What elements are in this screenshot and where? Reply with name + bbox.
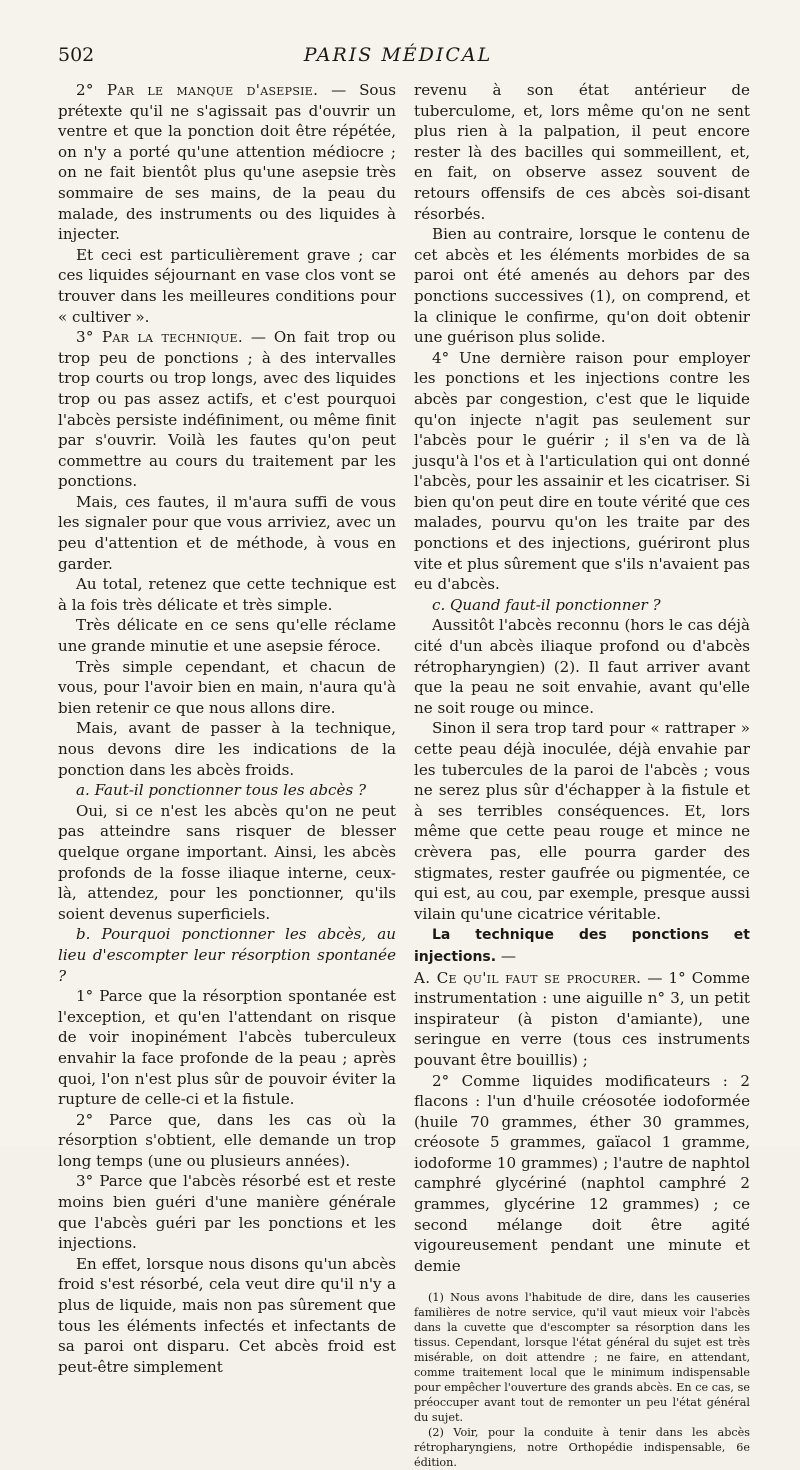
paragraph — [58, 801, 396, 925]
paragraph-text: Au total, retenez que cette technique est à la fois très délicate et très simple. — [58, 575, 396, 614]
paragraph-text: a. Faut-il ponctionner tous les abcès ? — [76, 781, 367, 800]
paragraph-text: c. Quand faut-il ponctionner ? — [432, 595, 661, 614]
right-column-paragraphs — [414, 80, 750, 1276]
section-heading: La technique des ponctions et injections. — [414, 927, 750, 965]
left-column — [58, 80, 396, 1377]
paragraph-text: revenu à son état antérieur de tuberculome, et, lors même qu'on ne sent plus rien à la palpation, il peut encore rester là des bacilles qui sommeillent, et, en fait, on observe assez souvent de retours offensifs de ces abcès soi-disant résorbés. — [414, 81, 750, 223]
paragraph-text: Mais, ces fautes, il m'aura suffi de vous les signaler pour que vous arriviez, avec un peu d'attention et de méthode, à vous en garder. — [58, 492, 396, 573]
paragraph-text: Bien au contraire, lorsque le contenu de cet abcès et les éléments morbides de sa paroi ont été amenés au dehors par des ponctions successives (1), on comprend, et la clinique le confirme, qu'on doit obtenir une guérison plus solide. — [414, 225, 750, 347]
paragraph — [58, 1254, 396, 1378]
paragraph — [58, 924, 396, 986]
paragraph-text: En effet, lorsque nous disons qu'un abcès froid s'est résorbé, cela veut dire qu'il n'y a plus de liquide, mais non pas sûrement que tous les éléments infectés et infectants de sa paroi ont disparu. Cet abcès froid est peut-être simplement — [58, 1254, 396, 1376]
paragraph — [58, 657, 396, 719]
paragraph — [58, 780, 396, 801]
paragraph — [414, 348, 750, 595]
paragraph — [414, 224, 750, 348]
paragraph — [414, 1071, 750, 1277]
paragraph — [414, 968, 750, 1071]
paragraph-text: — 1° Comme instrumentation : une aiguille n° 3, un petit inspirateur (à piston d'amiante), une seringue en verre (tous ces instruments pouvant être bouillis) ; — [414, 968, 750, 1069]
paragraph-text: 1° Parce que la résorption spontanée est l'exception, et qu'en l'attendant on risque de voir inopinément l'abcès tuberculeux envahir la face profonde de la peau ; après quoi, l'on n'est plus sûr de pouvoir éviter la rupture de celle-ci et la fistule. — [58, 987, 396, 1109]
page-number: 502 — [58, 44, 95, 66]
paragraph-text: Aussitôt l'abcès reconnu (hors le cas déjà cité d'un abcès iliaque profond ou d'abcès rétropharyngien) (2). Il faut arriver avant que la peau ne soit envahie, avant qu'elle ne soit rouge ou mince. — [414, 616, 750, 717]
paragraph-text: Sinon il sera trop tard pour « rattraper » cette peau déjà inoculée, déjà envahie par les tubercules de la paroi de l'abcès ; vous ne serez plus sûr d'échapper à la fistule et à ses terribles conséquences. Et, lors même que cette peau rouge et mince ne crèvera pas, elle pourra garder des stigmates, rester gaufrée ou pigmentée, ce qui est, au cou, par exemple, presque aussi vilain qu'une cicatrice véritable. — [414, 719, 750, 923]
paragraph-text: — On fait trop ou trop peu de ponctions ; à des intervalles trop courts ou trop longs, avec des liquides trop ou pas assez actifs, et c'est pourquoi l'abcès persiste indéfiniment, ou même finit par s'ouvrir. Voilà les fautes qu'on peut commettre au cours du traitement par les ponctions. — [58, 328, 397, 491]
footnote: (2) Voir, pour la conduite à tenir dans les abcès rétropharyngiens, notre Orthopédie indispensable, 6e édition. — [414, 1426, 750, 1470]
paragraph — [58, 245, 396, 327]
paragraph — [58, 327, 396, 492]
paragraph-text: 2° Parce que, dans les cas où la résorption s'obtient, elle demande un trop long temps (une ou plusieurs années). — [58, 1110, 396, 1170]
paragraph-text: Très simple cependant, et chacun de vous, pour l'avoir bien en main, n'aura qu'à bien retenir ce que nous allons dire. — [58, 657, 396, 717]
paragraph — [58, 718, 396, 780]
footnotes — [414, 1290, 750, 1470]
footnote: (1) Nous avons l'habitude de dire, dans les causeries familières de notre service, qu'il vaut mieux voir l'abcès dans la cuvette que d'escompter sa résorption dans les tissus. Cependant, lorsque l'état général du sujet est très misérable, on doit attendre ; ne faire, en attendant, comme traitement local que le minimum indispensable pour empêcher l'ouverture des grands abcès. En ce cas, se préoccuper avant tout de remonter un peu l'état général du sujet. — [414, 1291, 750, 1425]
paragraph — [414, 595, 750, 616]
paragraph — [58, 492, 396, 574]
running-header — [58, 44, 738, 68]
paragraph-lead: 3° Par la technique. — [76, 328, 243, 347]
paragraph-text: 2° Comme liquides modificateurs : 2 flacons : l'un d'huile créosotée iodoformée (huile 70 grammes, éther 30 grammes, créosote 5 grammes, gaïacol 1 gramme, iodoforme 10 grammes) ; l'autre de naphtol camphré glycériné (naphtol camphré 2 grammes, glycérine 12 grammes) ; ce second mélange doit être agité vigoureusement pendant une minute et demie — [414, 1071, 750, 1275]
paragraph — [58, 1171, 396, 1253]
paragraph — [58, 986, 396, 1110]
paragraph — [414, 80, 750, 224]
paragraph-text: Oui, si ce n'est les abcès qu'on ne peut pas atteindre sans risquer de blesser quelque organe important. Ainsi, les abcès profonds de la fosse iliaque interne, ceux-là, attendez, pour les ponctionner, qu'ils soient devenus superficiels. — [58, 801, 396, 923]
paragraph-lead: 2° Par le manque d'asepsie. — [76, 81, 319, 99]
paragraph — [58, 1110, 396, 1172]
paragraph — [58, 574, 396, 615]
paragraph-text: Très délicate en ce sens qu'elle réclame une grande minutie et une asepsie féroce. — [58, 616, 396, 656]
paragraph-text: — Sous prétexte qu'il ne s'agissait pas d'ouvrir un ventre et que la ponction doit être répétée, on n'y a porté qu'une attention médiocre ; on ne fait bientôt plus qu'une asepsie très sommaire de ses mains, de la peau du malade, des instruments ou des liquides à injecter. — [58, 81, 396, 244]
paragraph-text: b. Pourquoi ponctionner les abcès, au lieu d'escompter leur résorption spontanée ? — [58, 925, 396, 985]
paragraph — [414, 615, 750, 718]
right-column — [414, 80, 750, 1470]
paragraph-lead: A. Ce qu'il faut se procurer. — [414, 968, 642, 987]
paragraph-text: Mais, avant de passer à la technique, nous devons dire les indications de la ponction dans les abcès froids. — [58, 719, 396, 779]
paragraph-text: Et ceci est particulièrement grave ; car ces liquides séjournant en vase clos vont se trouver dans les meilleures conditions pour « cultiver ». — [58, 245, 396, 326]
paragraph — [414, 924, 750, 967]
paragraph-text: 3° Parce que l'abcès résorbé est et reste moins bien guéri d'une manière générale que l'abcès guéri par les ponctions et les injections. — [58, 1172, 396, 1253]
paragraph-text: — — [496, 946, 516, 965]
paragraph — [414, 718, 750, 924]
journal-title: PARIS MÉDICAL — [303, 44, 493, 66]
paragraph-text: 4° Une dernière raison pour employer les ponctions et les injections contre les abcès par congestion, c'est que le liquide qu'on injecte n'agit pas seulement sur l'abcès pour le guérir ; il s'en va de là jusqu'à l'os et à l'articulation qui ont donné l'abcès, pour les assainir et les cicatriser. Si bien qu'on peut dire en toute vérité que ces malades, pourvu qu'on les traite par des ponctions et des injections, guériront plus vite et plus sûrement que s'ils n'avaient pas eu d'abcès. — [414, 348, 750, 594]
paragraph — [58, 615, 396, 656]
paragraph — [58, 80, 396, 245]
